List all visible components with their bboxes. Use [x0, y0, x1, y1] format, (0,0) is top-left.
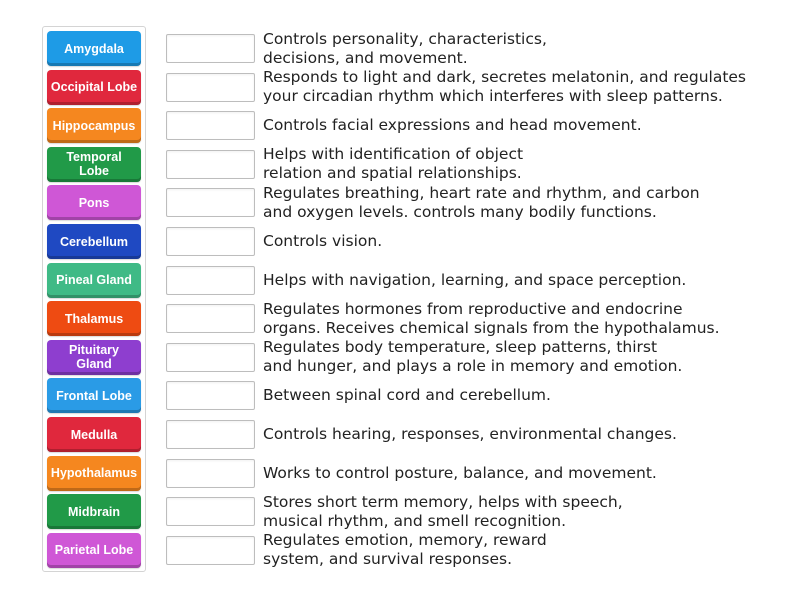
tile-pons[interactable]: Pons — [47, 185, 141, 220]
description-text: Between spinal cord and cerebellum. — [263, 386, 551, 405]
drop-slot[interactable] — [166, 420, 255, 449]
tile-temporal-lobe[interactable]: Temporal Lobe — [47, 147, 141, 182]
description-text: Controls vision. — [263, 232, 383, 250]
drop-slot[interactable] — [166, 111, 255, 140]
tile-medulla[interactable]: Medulla — [47, 417, 141, 452]
description-text: Controls facial expressions and head movement. — [263, 116, 642, 135]
drop-slot[interactable] — [166, 343, 255, 372]
description-text: Helps with identification of object relation and spatial relationships. — [263, 145, 524, 183]
drop-slot[interactable] — [166, 266, 255, 295]
tile-hippocampus[interactable]: Hippocampus — [47, 108, 141, 143]
drop-slot[interactable] — [166, 150, 255, 179]
tile-pineal-gland[interactable]: Pineal Gland — [47, 263, 141, 298]
description-text: Controls personality, characteristics, decisions, and movement. — [263, 29, 547, 67]
drop-slot[interactable] — [166, 536, 255, 565]
description-text: Works to control posture, balance, and movement. — [263, 463, 657, 482]
description-text: Responds to light and dark, secretes melatonin, and regulates your circadian rhythm which interferes with sleep patterns. — [263, 68, 747, 106]
drop-slot[interactable] — [166, 459, 255, 488]
drop-slot[interactable] — [166, 381, 255, 410]
drop-slot[interactable] — [166, 497, 255, 526]
drop-slot[interactable] — [166, 227, 255, 256]
tile-parietal-lobe[interactable]: Parietal Lobe — [47, 533, 141, 568]
description-text: Stores short term memory, helps with speech, musical rhythm, and smell recognition. — [263, 492, 623, 530]
tile-midbrain[interactable]: Midbrain — [47, 494, 141, 529]
drop-slot[interactable] — [166, 34, 255, 63]
tile-thalamus[interactable]: Thalamus — [47, 301, 141, 336]
description-text: Regulates body temperature, sleep patterns, thirst and hunger, and plays a role in memory and emotion. — [263, 338, 683, 376]
drop-slot[interactable] — [166, 304, 255, 333]
description-text: Regulates breathing, heart rate and rhythm, and carbon and oxygen levels. controls many bodily functions. — [263, 183, 700, 221]
tile-hypothalamus[interactable]: Hypothalamus — [47, 456, 141, 491]
drop-slot[interactable] — [166, 73, 255, 102]
tile-frontal-lobe[interactable]: Frontal Lobe — [47, 378, 141, 413]
tile-pituitary-gland[interactable]: Pituitary Gland — [47, 340, 141, 375]
tile-cerebellum[interactable]: Cerebellum — [47, 224, 141, 259]
description-text: Regulates emotion, memory, reward system, and survival responses. — [263, 531, 547, 569]
description-text: Helps with navigation, learning, and space perception. — [263, 270, 687, 289]
tile-occipital-lobe[interactable]: Occipital Lobe — [47, 70, 141, 105]
drop-slot[interactable] — [166, 188, 255, 217]
description-text: Regulates hormones from reproductive and endocrine organs. Receives chemical signals from the hypothalamus. — [263, 299, 720, 337]
description-text: Controls hearing, responses, environmental changes. — [263, 425, 677, 443]
tile-amygdala[interactable]: Amygdala — [47, 31, 141, 66]
